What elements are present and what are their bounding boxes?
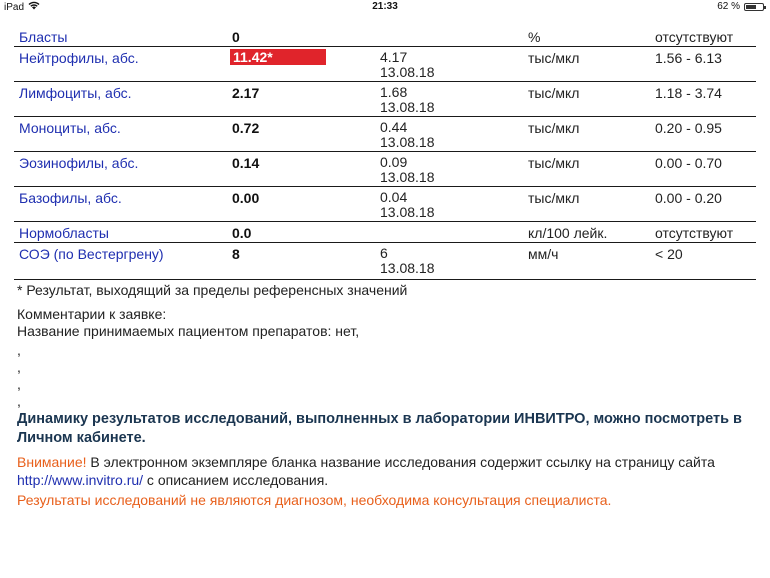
warning-text: В электронном экземпляре бланка название исследования содержит ссылку на страницу сайта bbox=[86, 454, 715, 470]
previous-result bbox=[380, 85, 435, 115]
result-value: 0.0 bbox=[232, 225, 252, 241]
result-name[interactable]: Бласты bbox=[19, 29, 68, 45]
result-row bbox=[14, 26, 756, 47]
result-unit: мм/ч bbox=[528, 246, 559, 262]
disclaimer: Результаты исследований не являются диагнозом, необходима консультация специалиста. bbox=[17, 492, 612, 508]
device-name: iPad bbox=[4, 1, 25, 13]
result-value: 8 bbox=[232, 246, 240, 262]
result-row bbox=[14, 152, 756, 187]
comment-line: , bbox=[17, 359, 21, 375]
result-name[interactable]: СОЭ (по Вестергрену) bbox=[19, 246, 164, 262]
result-name[interactable]: Лимфоциты, абс. bbox=[19, 85, 132, 101]
previous-value: 0.09 bbox=[380, 154, 408, 170]
result-unit: тыс/мкл bbox=[528, 120, 580, 136]
clock: 21:33 bbox=[372, 1, 398, 12]
result-value: 0 bbox=[232, 29, 240, 45]
previous-result bbox=[380, 190, 435, 220]
result-value: 0.00 bbox=[232, 190, 260, 206]
reference-range: 1.18 - 3.74 bbox=[655, 85, 722, 101]
result-unit: тыс/мкл bbox=[528, 85, 580, 101]
result-name[interactable]: Моноциты, абс. bbox=[19, 120, 121, 136]
previous-date: 13.08.18 bbox=[380, 134, 435, 150]
previous-value: 0.44 bbox=[380, 119, 408, 135]
result-unit: кл/100 лейк. bbox=[528, 225, 608, 241]
battery-fill bbox=[746, 5, 756, 9]
warning-text-after: с описанием исследования. bbox=[143, 472, 329, 488]
status-right bbox=[717, 1, 764, 12]
result-unit: тыс/мкл bbox=[528, 190, 580, 206]
result-row bbox=[14, 222, 756, 243]
invitro-link[interactable]: http://www.invitro.ru/ bbox=[17, 472, 144, 488]
result-row bbox=[14, 117, 756, 152]
comment-line: , bbox=[17, 393, 21, 409]
previous-value: 0.04 bbox=[380, 189, 408, 205]
result-value: 0.14 bbox=[232, 155, 260, 171]
result-row bbox=[14, 47, 756, 82]
reference-range: < 20 bbox=[655, 246, 683, 262]
reference-range: отсутствуют bbox=[655, 225, 734, 241]
previous-value: 1.68 bbox=[380, 84, 408, 100]
previous-value: 6 bbox=[380, 245, 388, 261]
previous-date: 13.08.18 bbox=[380, 260, 435, 276]
comment-line: , bbox=[17, 376, 21, 392]
reference-range: 1.56 - 6.13 bbox=[655, 50, 722, 66]
warning-label: Внимание! bbox=[17, 454, 87, 470]
result-value: 0.72 bbox=[232, 120, 260, 136]
previous-result bbox=[380, 50, 435, 80]
battery-percent: 62 % bbox=[717, 1, 740, 12]
results-table bbox=[14, 26, 756, 280]
previous-date: 13.08.18 bbox=[380, 64, 435, 80]
result-value-flagged: 11.42* bbox=[230, 49, 326, 65]
reference-range: 0.00 - 0.20 bbox=[655, 190, 722, 206]
previous-date: 13.08.18 bbox=[380, 99, 435, 115]
result-unit: % bbox=[528, 29, 541, 45]
result-name[interactable]: Нейтрофилы, абс. bbox=[19, 50, 139, 66]
previous-date: 13.08.18 bbox=[380, 169, 435, 185]
result-name[interactable]: Базофилы, абс. bbox=[19, 190, 122, 206]
reference-range: отсутствуют bbox=[655, 29, 734, 45]
reference-range: 0.00 - 0.70 bbox=[655, 155, 722, 171]
result-value: 2.17 bbox=[232, 85, 260, 101]
previous-result bbox=[380, 246, 435, 276]
result-row bbox=[14, 82, 756, 117]
status-bar bbox=[0, 0, 770, 14]
footnote: * Результат, выходящий за пределы референсных значений bbox=[17, 282, 408, 298]
comments-heading: Комментарии к заявке: bbox=[17, 306, 167, 322]
dynamics-note: Динамику результатов исследований, выполненных в лаборатории ИНВИТРО, можно посмотреть в Личном кабинете. bbox=[17, 411, 742, 446]
warning-note bbox=[17, 453, 762, 489]
result-name[interactable]: Нормобласты bbox=[19, 225, 109, 241]
result-row bbox=[14, 243, 756, 280]
result-unit: тыс/мкл bbox=[528, 50, 580, 66]
previous-result bbox=[380, 155, 435, 185]
comment-line: , bbox=[17, 342, 21, 358]
previous-value: 4.17 bbox=[380, 49, 408, 65]
result-row bbox=[14, 187, 756, 222]
comments-drugs-line: Название принимаемых пациентом препаратов: нет, bbox=[17, 323, 360, 339]
result-unit: тыс/мкл bbox=[528, 155, 580, 171]
previous-result bbox=[380, 120, 435, 150]
previous-date: 13.08.18 bbox=[380, 204, 435, 220]
battery-icon bbox=[744, 3, 764, 11]
reference-range: 0.20 - 0.95 bbox=[655, 120, 722, 136]
result-name[interactable]: Эозинофилы, абс. bbox=[19, 155, 139, 171]
